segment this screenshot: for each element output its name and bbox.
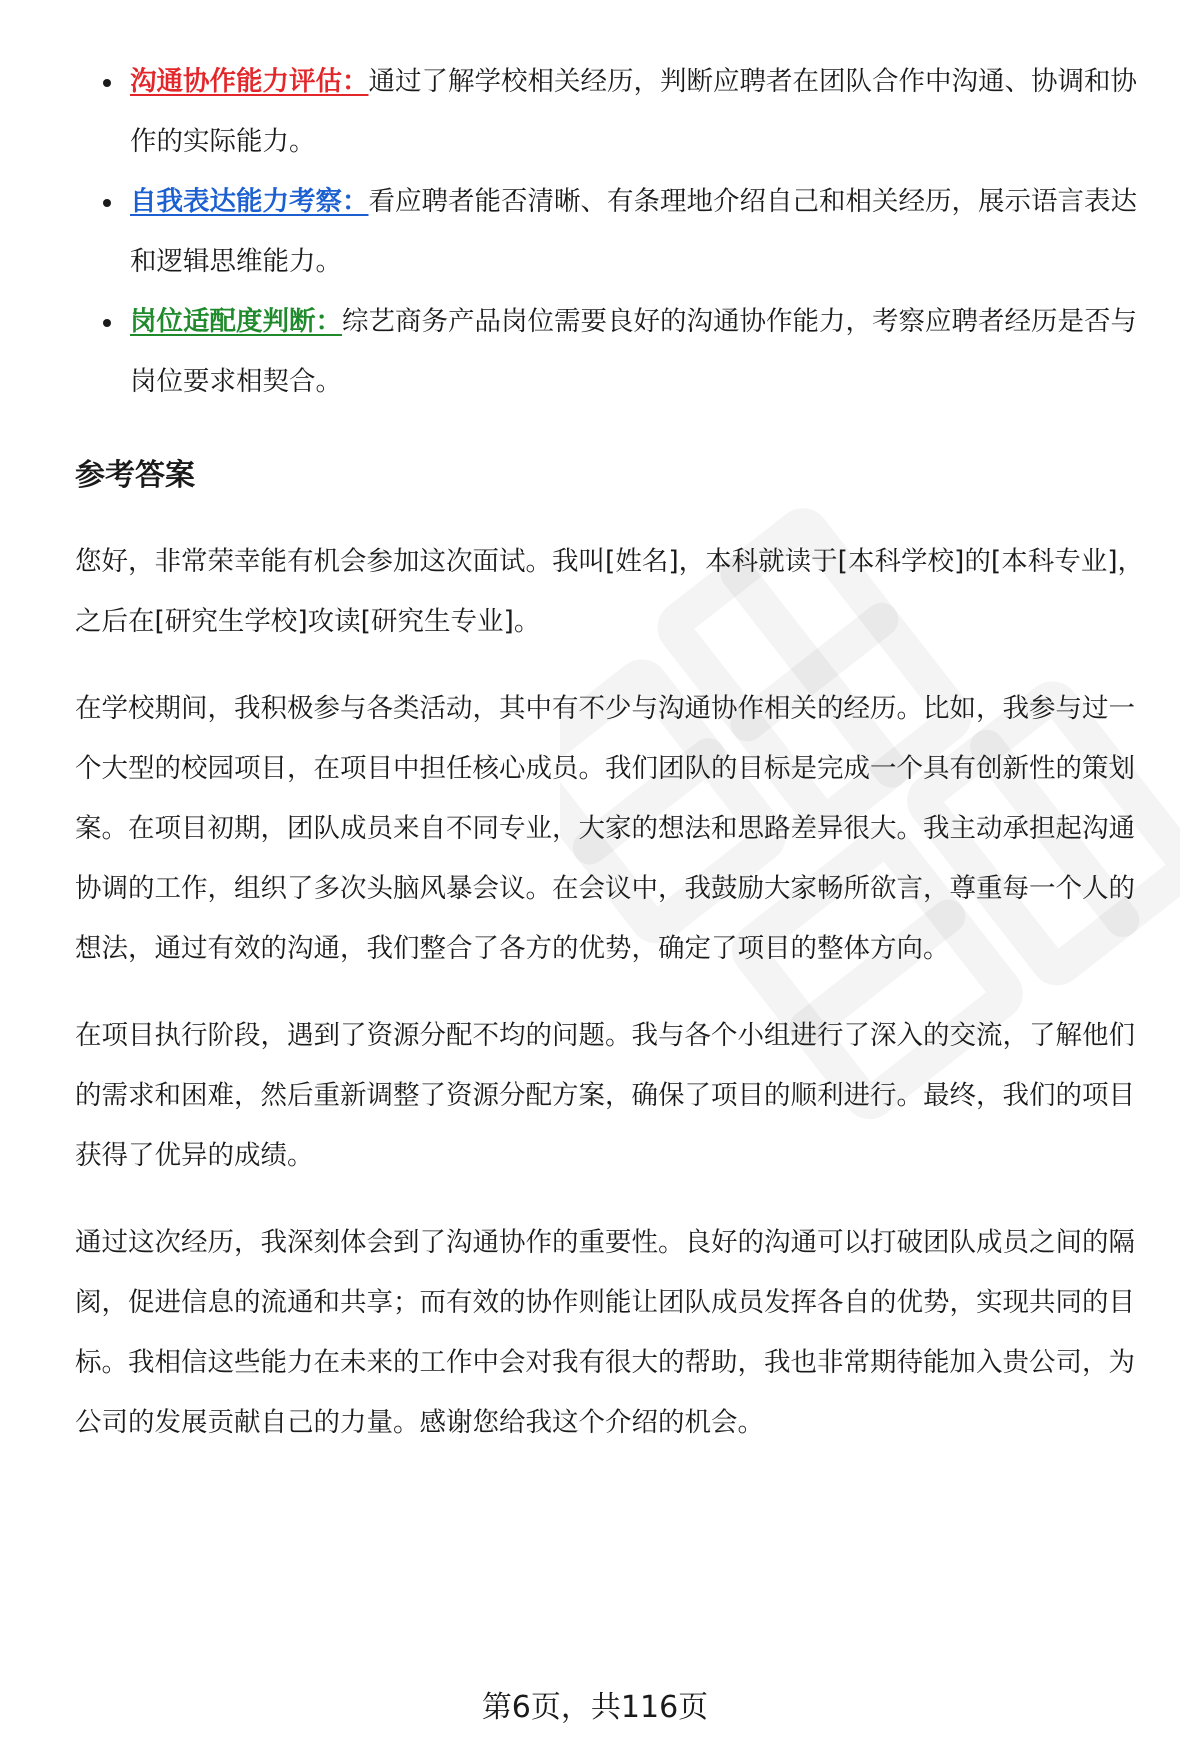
- key-point-label: 岗位适配度判断：: [130, 306, 342, 337]
- answer-paragraph: 通过这次经历，我深刻体会到了沟通协作的重要性。良好的沟通可以打破团队成员之间的隔阂，促进信息的流通和共享；而有效的协作则能让团队成员发挥各自的优势，实现共同的目标。我相信这些能力在未来的工作中会对我有很大的帮助，我也非常期待能加入贵公司，为公司的发展贡献自己的力量。感谢您给我这个介绍的机会。: [75, 1227, 1135, 1438]
- page-content: [75, 52, 1160, 1480]
- bullet-icon: [103, 199, 111, 207]
- answer-paragraph: 您好，非常荣幸能有机会参加这次面试。我叫[姓名]，本科就读于[本科学校]的[本科专业]，之后在[研究生学校]攻读[研究生专业]。: [75, 546, 1145, 637]
- answer-paragraph: 在项目执行阶段，遇到了资源分配不均的问题。我与各个小组进行了深入的交流，了解他们的需求和困难，然后重新调整了资源分配方案，确保了项目的顺利进行。最终，我们的项目获得了优异的成绩。: [75, 1020, 1135, 1171]
- key-point-label: 自我表达能力考察：: [130, 186, 369, 217]
- key-point-text: 看应聘者能否清晰、有条理地介绍自己和相关经历，展示语言表达和逻辑思维能力。: [130, 186, 1137, 277]
- key-point-item: [75, 52, 1160, 172]
- answer-paragraph: 在学校期间，我积极参与各类活动，其中有不少与沟通协作相关的经历。比如，我参与过一个大型的校园项目，在项目中担任核心成员。我们团队的目标是完成一个具有创新性的策划案。在项目初期，团队成员来自不同专业，大家的想法和思路差异很大。我主动承担起沟通协调的工作，组织了多次头脑风暴会议。在会议中，我鼓励大家畅所欲言，尊重每一个人的想法，通过有效的沟通，我们整合了各方的优势，确定了项目的整体方向。: [75, 693, 1135, 964]
- key-point-item: [75, 292, 1160, 412]
- page-number-footer: 第6页，共116页: [481, 1690, 709, 1725]
- key-point-label: 沟通协作能力评估：: [130, 66, 369, 97]
- key-point-text: 通过了解学校相关经历，判断应聘者在团队合作中沟通、协调和协作的实际能力。: [130, 66, 1137, 157]
- section-title: 参考答案: [75, 458, 195, 493]
- bullet-icon: [103, 319, 111, 327]
- key-point-text: 综艺商务产品岗位需要良好的沟通协作能力，考察应聘者经历是否与岗位要求相契合。: [130, 306, 1137, 397]
- key-points-list: [75, 52, 1160, 412]
- bullet-icon: [103, 79, 111, 87]
- key-point-item: [75, 172, 1160, 292]
